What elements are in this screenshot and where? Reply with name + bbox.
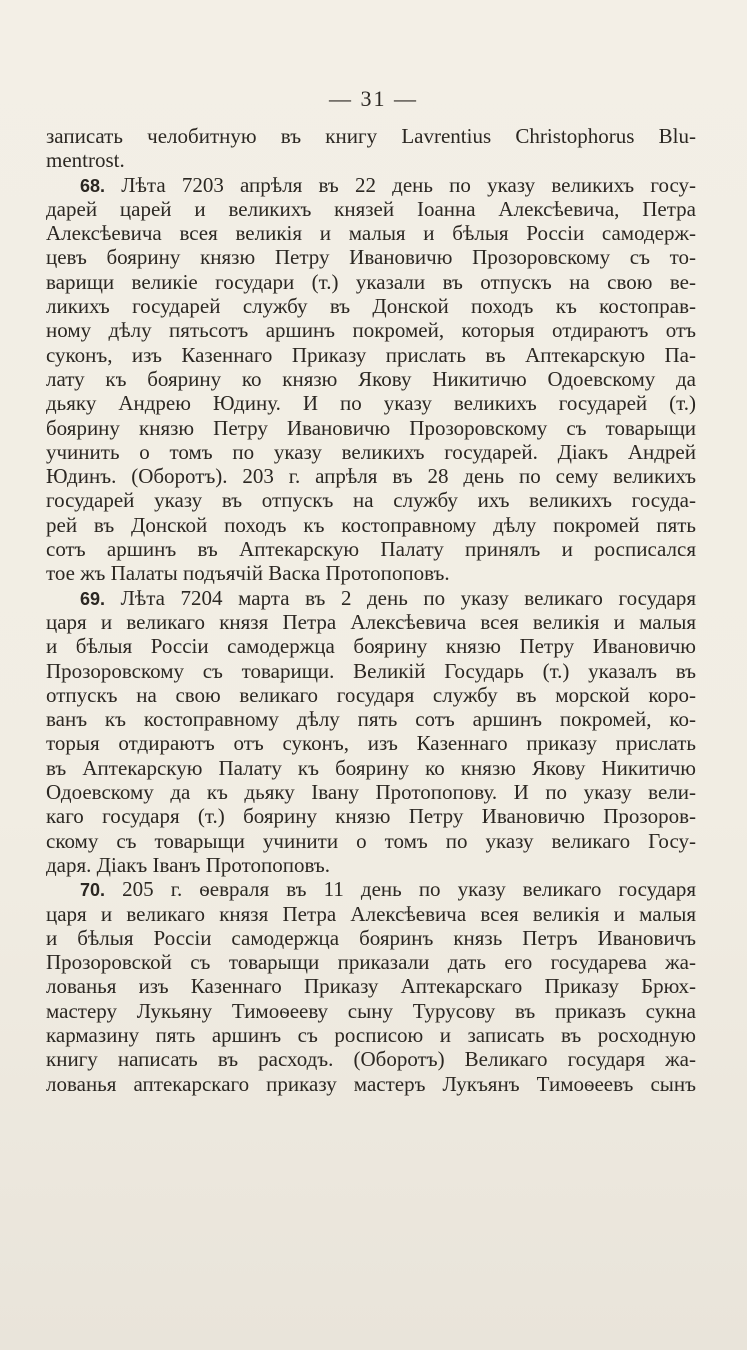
- text-line: суконъ, изъ Казеннаго Приказу прислать въ Аптекарскую Па-: [46, 342, 696, 367]
- text-line: лованья изъ Казеннаго Приказу Аптекарскаго Приказу Брюх-: [46, 974, 696, 999]
- text-line: цевъ боярину князю Петру Ивановичю Прозоровскому съ то-: [46, 245, 696, 270]
- text-line: [46, 173, 696, 197]
- text-line: кармазину пять аршинъ съ росписою и записать въ росходную: [46, 1022, 696, 1047]
- page-body: [46, 124, 696, 1096]
- text-line: дарей царей и великихъ князей Іоанна Алексѣевича, Петра: [46, 196, 696, 221]
- text-line: ному дѣлу пятьсотъ аршинъ покромей, которыя отдираютъ отъ: [46, 318, 696, 343]
- text-line: дьяку Андрею Юдину. И по указу великихъ государей (т.): [46, 391, 696, 416]
- text-line: мастеру Лукьяну Тимоѳееву сыну Турусову въ приказъ сукна: [46, 998, 696, 1023]
- paragraph-number: 68.: [80, 175, 106, 196]
- text-line: ликихъ государей службу въ Донской походъ къ костоправ-: [46, 294, 696, 319]
- text-line: рей въ Донской походъ къ костоправному дѣлу покромей пять: [46, 512, 696, 537]
- text-line: ванъ къ костоправному дѣлу пять сотъ аршинъ покромей, ко-: [46, 707, 696, 732]
- text-line: даря. Діакъ Іванъ Протопоповъ.: [46, 852, 331, 877]
- text-line: тое жъ Палаты подъячій Васка Протопоповъ.: [46, 561, 450, 586]
- text-line: отпускъ на свою великаго государя службу въ морской коро-: [46, 682, 696, 707]
- text-line-content: Лѣта 7204 марта въ 2 день по указу великаго государя: [120, 585, 696, 610]
- text-line: записать челобитную въ книгу Lavrentius Christophorus Blu-: [46, 124, 696, 148]
- text-line: царя и великаго князя Петра Алексѣевича всея великія и малыя: [46, 609, 696, 634]
- text-line: Одоевскому да къ дьяку Івану Протопопову. И по указу вели-: [46, 780, 696, 805]
- text-line: [46, 586, 696, 610]
- text-line: Юдинъ. (Оборотъ). 203 г. апрѣля въ 28 день по сему великихъ: [46, 464, 696, 489]
- text-line: [46, 877, 696, 901]
- text-line-content: Лѣта 7203 апрѣля въ 22 день по указу великихъ госу-: [121, 172, 696, 197]
- text-line: и бѣлыя Россіи самодержца бояринъ князь Петръ Ивановичъ: [46, 925, 696, 950]
- text-line: учинить о томъ по указу великихъ государей. Діакъ Андрей: [46, 439, 696, 464]
- text-line: лованья аптекарскаго приказу мастеръ Лукъянъ Тимоѳеевъ сынъ: [46, 1071, 696, 1096]
- paragraph-intro: [46, 124, 696, 173]
- text-line: сотъ аршинъ въ Аптекарскую Палату принялъ и росписался: [46, 537, 696, 562]
- text-line: mentrost.: [46, 148, 125, 173]
- text-line: въ Аптекарскую Палату къ боярину ко князю Якову Никитичю: [46, 755, 696, 780]
- page-number: — 31 —: [329, 86, 418, 111]
- text-line-content: 205 г. ѳевраля въ 11 день по указу великаго государя: [122, 877, 696, 902]
- text-line: царя и великаго князя Петра Алексѣевича всея великія и малыя: [46, 901, 696, 926]
- text-line: книгу написать въ расходъ. (Оборотъ) Великаго государя жа-: [46, 1047, 696, 1072]
- paragraph-70: [46, 877, 696, 1096]
- text-line: каго государя (т.) боярину князю Петру Ивановичю Прозоров-: [46, 804, 696, 829]
- paragraph-69: [46, 586, 696, 878]
- text-line: скому съ товарыщи учинити о томъ по указу великаго Госу-: [46, 828, 696, 853]
- text-line: Алексѣевича всея великія и малыя и бѣлыя Россіи самодерж-: [46, 221, 696, 246]
- text-line: боярину князю Петру Ивановичю Прозоровскому съ товарыщи: [46, 415, 696, 440]
- text-line: государей указу въ отпускъ на службу ихъ великихъ госуда-: [46, 488, 696, 513]
- text-line: торыя отдираютъ отъ суконъ, изъ Казеннаго приказу прислать: [46, 731, 696, 756]
- paragraph-68: [46, 173, 696, 586]
- text-line: варищи великіе государи (т.) указали въ отпускъ на свою ве-: [46, 269, 696, 294]
- paragraph-number: 70.: [80, 880, 106, 901]
- paragraph-number: 69.: [80, 588, 106, 609]
- text-line: Прозоровской съ товарыщи приказали дать его государева жа-: [46, 950, 696, 975]
- text-line: и бѣлыя Россіи самодержца боярину князю Петру Ивановичю: [46, 634, 696, 659]
- text-line: Прозоровскому съ товарищи. Великій Государь (т.) указалъ въ: [46, 658, 696, 683]
- text-line: лату къ боярину ко князю Якову Никитичю Одоевскому да: [46, 366, 696, 391]
